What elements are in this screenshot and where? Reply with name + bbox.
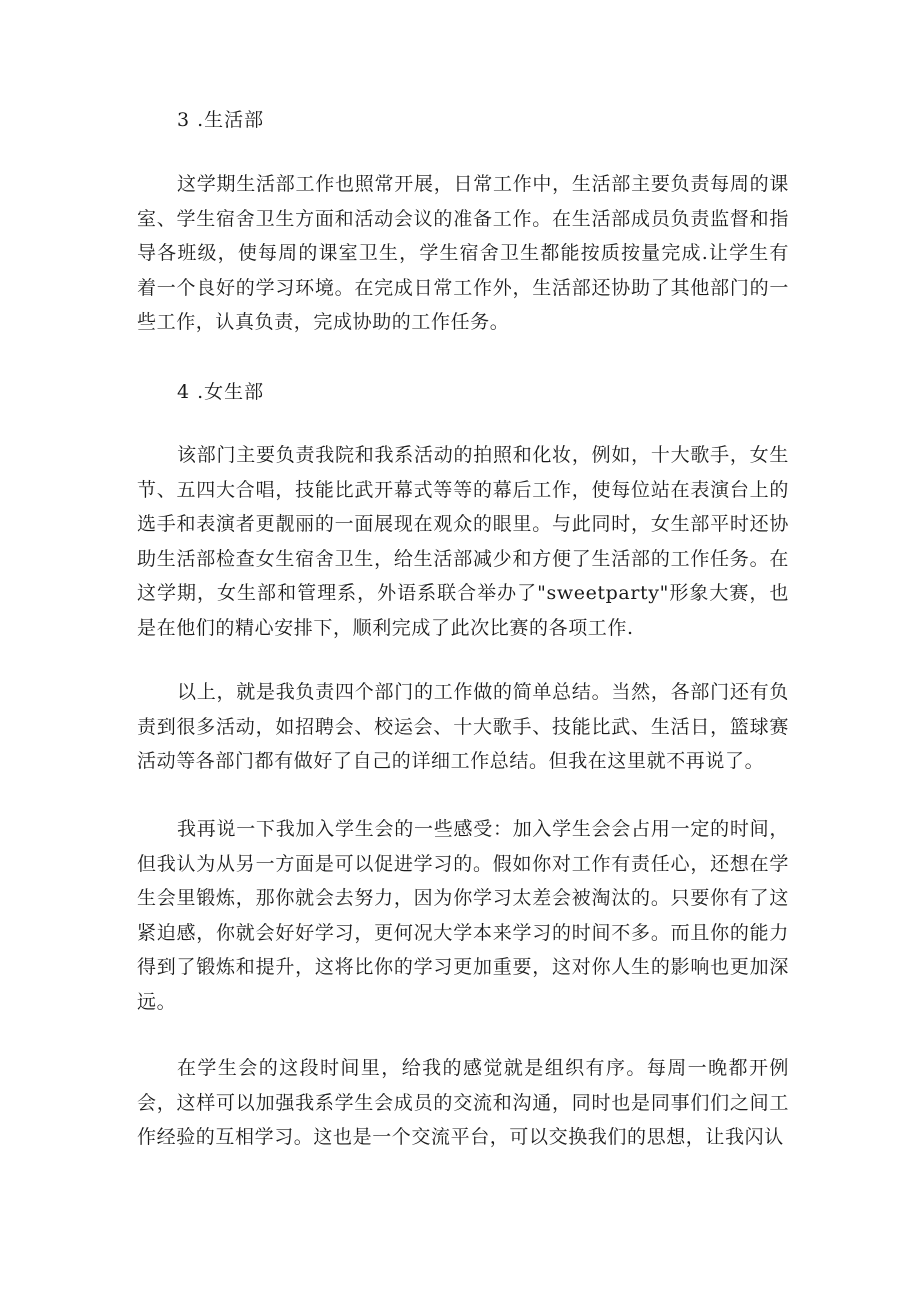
paragraph-feelings: 我再说一下我加入学生会的一些感受：加入学生会会占用一定的时间，但我认为从另一方面是可以促进学习的。假如你对工作有责任心，还想在学生会里锻炼，那你就会去努力，因为你学习太差会被淘汰的。只要你有了这紧迫感，你就会好好学习，更何况大学本来学习的时间不多。而且你的能力得到了锻炼和提升，这将比你的学习更加重要，这对你人生的影响也更加深远。	[137, 818, 789, 1013]
paragraph-girls-dept: 该部门主要负责我院和我系活动的拍照和化妆，例如，十大歌手，女生节、五四大合唱，技能比武开幕式等等的幕后工作，使每位站在表演台上的选手和表演者更靓丽的一面展现在观众的眼里。与此同时，女生部平时还协助生活部检查女生宿舍卫生，给生活部减少和方便了生活部的工作任务。在这学期，女生部和管理系，外语系联合举办了"sweetparty"形象大赛，也是在他们的精心安排下，顺利完成了此次比赛的各项工作.	[137, 444, 789, 639]
paragraph-summary: 以上，就是我负责四个部门的工作做的简单总结。当然，各部门还有负责到很多活动，如招聘会、校运会、十大歌手、技能比武、生活日，篮球赛活动等各部门都有做好了自己的详细工作总结。但我在这里就不再说了。	[137, 681, 789, 772]
section-heading-life-dept: 3 .生活部	[177, 109, 265, 131]
paragraph-life-dept: 这学期生活部工作也照常开展，日常工作中，生活部主要负责每周的课室、学生宿舍卫生方面和活动会议的准备工作。在生活部成员负责监督和指导各班级，使每周的课室卫生，学生宿舍卫生都能按质按量完成.让学生有着一个良好的学习环境。在完成日常工作外，生活部还协助了其他部门的一些工作，认真负责，完成协助的工作任务。	[137, 173, 789, 333]
paragraph-organization: 在学生会的这段时间里，给我的感觉就是组织有序。每周一晚都开例会，这样可以加强我系学生会成员的交流和沟通，同时也是同事们们之间工作经验的互相学习。这也是一个交流平台，可以交换我们的思想，让我闪认	[137, 1057, 789, 1148]
section-heading-girls-dept: 4 .女生部	[177, 381, 265, 403]
